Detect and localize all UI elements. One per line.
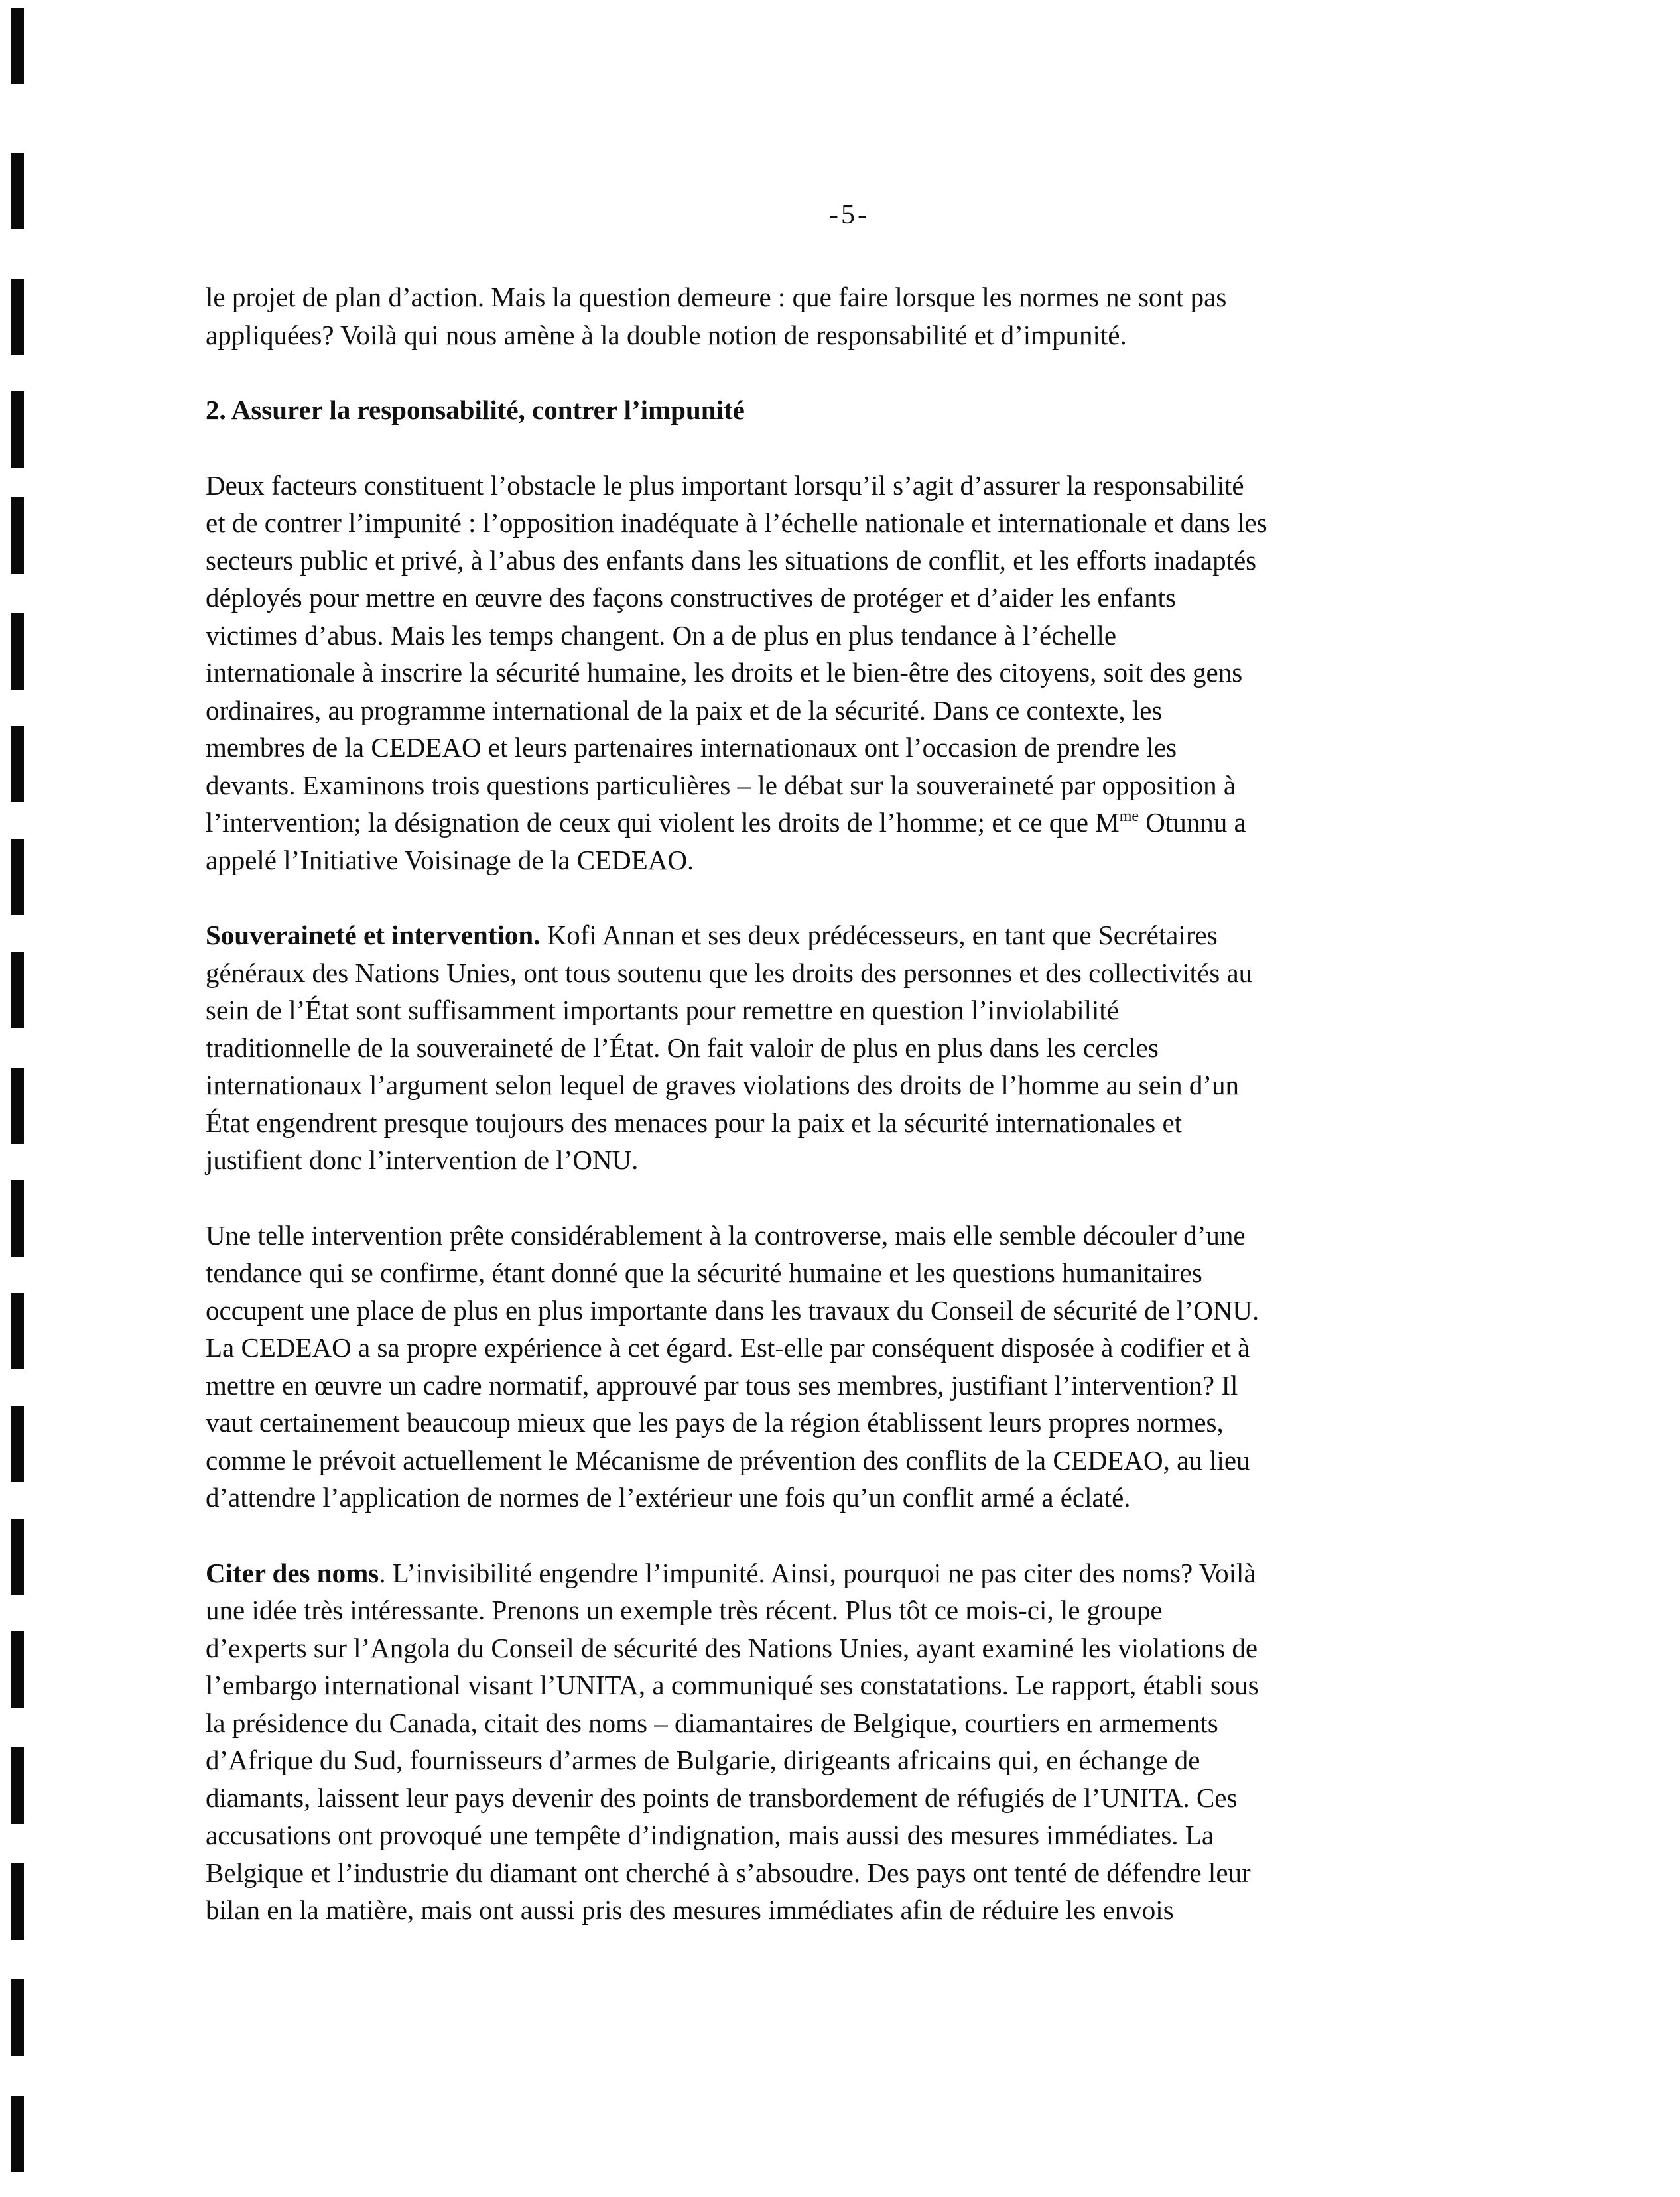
superscript-me: me [1119,808,1139,825]
text-line: secteurs public et privé, à l’abus des enfants dans les situations de conflit, et les efforts inadaptés [206,544,1257,576]
text-line: appelé l’Initiative Voisinage de la CEDEAO. [206,844,694,875]
edge-mark [11,391,24,468]
text-line: vaut certainement beaucoup mieux que les pays de la région établissent leurs propres normes, [206,1407,1224,1438]
edge-mark [11,279,24,355]
edge-mark [11,1406,24,1482]
text-line: accusations ont provoqué une tempête d’indignation, mais aussi des mesures immédiates. La [206,1820,1214,1850]
run-in-heading: Souveraineté et intervention. [206,920,541,950]
edge-mark [11,1068,24,1144]
text-line: État engendrent presque toujours des menaces pour la paix et la sécurité internationales et [206,1107,1183,1138]
edge-mark [11,8,24,84]
text-line: internationaux l’argument selon lequel de graves violations des droits de l’homme au sein d’un [206,1070,1239,1100]
text-line: sein de l’État sont suffisamment importants pour remettre en question l’inviolabilité [206,995,1120,1025]
paragraph-intro [206,279,1506,353]
paragraph-intervention [206,1217,1506,1517]
text-line: diamants, laissent leur pays devenir des points de transbordement de réfugiés de l’UNITA. Ces [206,1782,1238,1813]
text-line: la présidence du Canada, citait des noms – diamantaires de Belgique, courtiers en armements [206,1707,1218,1738]
edge-mark [11,1519,24,1595]
text-line: La CEDEAO a sa propre expérience à cet égard. Est-elle par conséquent disposée à codifier et à [206,1332,1250,1363]
paragraph-naming [206,1554,1506,1929]
scan-edge-marks [0,0,40,2197]
edge-mark [11,1747,24,1824]
edge-mark [11,153,24,229]
text-line: victimes d’abus. Mais les temps changent. On a de plus en plus tendance à l’échelle [206,619,1117,651]
text-line: membres de la CEDEAO et leurs partenaires internationaux ont l’occasion de prendre les [206,732,1177,763]
edge-mark [11,952,24,1028]
text-line: ordinaires, au programme international de la paix et de la sécurité. Dans ce contexte, les [206,694,1163,725]
text-line: l’embargo international visant l’UNITA, a communiqué ses constatations. Le rapport, établi sous [206,1670,1259,1700]
text-line-end: Otunnu a [1139,807,1246,838]
text-line: justifient donc l’intervention de l’ONU. [206,1145,639,1175]
text-line-start: l’intervention; la désignation de ceux qui violent les droits de l’homme; et ce que M [206,807,1120,838]
text-line: traditionnelle de la souveraineté de l’État. On fait valoir de plus en plus dans les cercles [206,1032,1159,1063]
text-line: Belgique et l’industrie du diamant ont cherché à s’absoudre. Des pays ont tenté de défendre leur [206,1857,1251,1888]
edge-mark [11,2096,24,2172]
text-line: internationale à inscrire la sécurité humaine, les droits et le bien-être des citoyens, soit des gens [206,657,1243,688]
text-line: Une telle intervention prête considérablement à la controverse, mais elle semble découler d’une [206,1220,1246,1251]
page-number: -5- [829,200,870,230]
text-line: mettre en œuvre un cadre normatif, approuvé par tous ses membres, justifiant l’intervention? Il [206,1369,1238,1401]
text-line: d’experts sur l’Angola du Conseil de sécurité des Nations Unies, ayant examiné les violations de [206,1632,1258,1663]
text-line: comme le prévoit actuellement le Mécanisme de prévention des conflits de la CEDEAO, au lieu [206,1444,1250,1475]
document-body [206,279,1506,1967]
text-line [206,804,1506,842]
text-line: généraux des Nations Unies, ont tous soutenu que les droits des personnes et des collectivités au [206,957,1253,988]
edge-mark [11,726,24,802]
paragraph-sovereignty [206,916,1506,1179]
edge-mark [11,613,24,690]
text-line: Deux facteurs constituent l’obstacle le plus important lorsqu’il s’agit d’assurer la responsabilité [206,470,1244,501]
text-line: d’Afrique du Sud, fournisseurs d’armes de Bulgarie, dirigeants africains qui, en échange de [206,1745,1200,1775]
edge-mark [11,1979,24,2056]
edge-mark [11,839,24,915]
text-line: occupent une place de plus en plus importante dans les travaux du Conseil de sécurité de l’ONU. [206,1294,1260,1326]
edge-mark [11,1293,24,1369]
text-line: devants. Examinons trois questions particulières – le débat sur la souveraineté par opposition à [206,769,1236,800]
text-line-rest: . L’invisibilité engendre l’impunité. Ainsi, pourquoi ne pas citer des noms? Voilà [379,1557,1256,1588]
text-line [206,1554,1506,1592]
text-line: tendance qui se confirme, étant donné que la sécurité humaine et les questions humanitaires [206,1257,1202,1288]
text-line: déployés pour mettre en œuvre des façons constructives de protéger et d’aider les enfants [206,582,1176,613]
edge-mark [11,1631,24,1708]
section-heading: 2. Assurer la responsabilité, contrer l’impunité [206,395,745,425]
text-line: bilan en la matière, mais ont aussi pris des mesures immédiates afin de réduire les envois [206,1895,1174,1925]
edge-mark [11,497,24,574]
text-line: et de contrer l’impunité : l’opposition inadéquate à l’échelle nationale et internationale et dans les [206,507,1267,538]
paragraph-obstacles [206,467,1506,879]
text-line: appliquées? Voilà qui nous amène à la double notion de responsabilité et d’impunité. [206,319,1127,350]
text-line: d’attendre l’application de normes de l’extérieur une fois qu’un conflit armé a éclaté. [206,1482,1131,1513]
edge-mark [11,1863,24,1940]
edge-mark [11,1180,24,1257]
text-line [206,916,1506,954]
text-line: le projet de plan d’action. Mais la question demeure : que faire lorsque les normes ne sont pas [206,282,1227,312]
run-in-heading: Citer des noms [206,1557,379,1588]
text-line-rest: Kofi Annan et ses deux prédécesseurs, en tant que Secrétaires [540,920,1218,950]
text-line: une idée très intéressante. Prenons un exemple très récent. Plus tôt ce mois-ci, le groupe [206,1595,1163,1625]
